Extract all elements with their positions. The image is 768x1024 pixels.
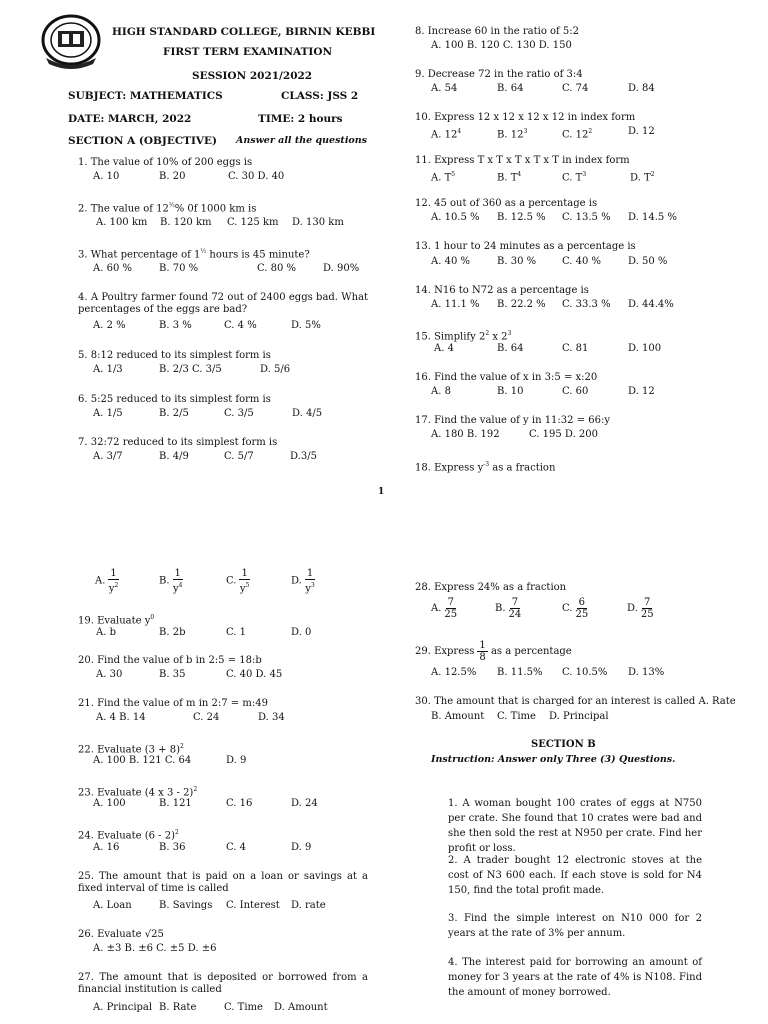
q26-options: A. ±3 B. ±6 C. ±5 D. ±6	[93, 943, 217, 954]
q2-text-b: % 0f 1000 km is	[174, 203, 257, 215]
section-a-title: SECTION A (OBJECTIVE)	[68, 135, 218, 147]
q2-opt-d: D. 130 km	[292, 217, 344, 228]
q3-opt-a: A. 60 %	[93, 263, 132, 274]
q18-exp: -3	[483, 461, 490, 468]
question-3	[78, 246, 310, 261]
q23-opt-c: C. 16	[226, 798, 253, 809]
session: SESSION 2021/2022	[192, 70, 313, 82]
q5-opt-d: D. 5/6	[260, 364, 291, 375]
q29-opt-d: D. 13%	[628, 667, 665, 678]
q21-opt-c: C. 24	[193, 712, 220, 723]
q13-opt-b: B. 30 %	[497, 256, 537, 267]
q6-opt-a: A. 1/5	[93, 408, 123, 419]
q25-opt-d: D. rate	[291, 900, 326, 911]
q14-opt-b: B. 22.2 %	[497, 299, 546, 310]
q27-opt-b: B. Rate	[159, 1002, 197, 1013]
q4-opt-b: B. 3 %	[159, 320, 192, 331]
q20-opt-a: A. 30	[96, 669, 123, 680]
q12-opt-b: B. 12.5 %	[497, 212, 546, 223]
q28-opt-c: C. $\frac{6}{25}$	[562, 597, 589, 620]
class: CLASS: JSS 2	[281, 90, 359, 102]
question-7: 7. 32:72 reduced to its simplest form is	[78, 437, 278, 448]
q13-opt-c: C. 40 %	[562, 256, 602, 267]
question-9: 9. Decrease 72 in the ratio of 3:4	[415, 69, 583, 80]
q12-opt-c: C. 13.5 %	[562, 212, 611, 223]
section-b-title: SECTION B	[531, 739, 596, 750]
section-b-q1: 1. A woman bought 100 crates of eggs at N750 per crate. She found that 10 crates were bad and she then sold the rest at N950 per crate. Find her profit or loss.	[448, 798, 702, 854]
q22-opt-abc: A. 100 B. 121 C. 64	[93, 755, 192, 766]
question-1: 1. The value of 10% of 200 eggs is	[78, 157, 253, 168]
q29-fraction: $\frac{1}{8}$	[479, 640, 486, 663]
q24-opt-a: A. 16	[93, 842, 120, 853]
q15-text-a: 15. Simplify 2	[415, 331, 486, 343]
q29-opt-c: C. 10.5%	[562, 667, 608, 678]
section-a-instruction: Answer all the questions	[236, 135, 368, 146]
q1-opt-a: A. 10	[93, 171, 120, 182]
question-6: 6. 5:25 reduced to its simplest form is	[78, 394, 271, 405]
q23-opt-b: B. 121	[159, 798, 192, 809]
q3-half: ½	[200, 248, 207, 255]
q9-opt-b: B. 64	[497, 83, 524, 94]
q29-text-a: 29. Express	[415, 646, 475, 657]
q30-opt-b: B. Amount	[431, 711, 485, 722]
q16-opt-d: D. 12	[628, 386, 655, 397]
q4-opt-a: A. 2 %	[93, 320, 126, 331]
page-number: 1	[378, 487, 385, 497]
q29-opt-a: A. 12.5%	[431, 667, 477, 678]
question-15	[415, 328, 511, 343]
q19-exp: 0	[150, 614, 155, 621]
q12-opt-a: A. 10.5 %	[431, 212, 480, 223]
question-8: 8. Increase 60 in the ratio of 5:2	[415, 26, 580, 37]
q13-opt-d: D. 50 %	[628, 256, 668, 267]
question-13: 13. 1 hour to 24 minutes as a percentage is	[415, 241, 636, 252]
q16-opt-c: C. 60	[562, 386, 589, 397]
q3-text-a: 3. What percentage of 1	[78, 249, 201, 261]
q10-opt-a: A. $12^4$	[431, 128, 462, 141]
q11-opt-c: C. $T^3$	[562, 171, 587, 184]
section-b-q2: 2. A trader bought 12 electronic stoves at the cost of N3 600 each. If each stove is sold for N4 150, find the total profit made.	[448, 855, 702, 896]
q10-opt-b: B. $12^3$	[497, 128, 528, 141]
q23-text: 23. Evaluate (4 x 3 - 2)	[78, 787, 194, 799]
q14-opt-a: A. 11.1 %	[431, 299, 480, 310]
q14-opt-d: D. 44.4%	[628, 299, 674, 310]
q2-text-a: 2. The value of 12	[78, 203, 169, 215]
q23-opt-d: D. 24	[291, 798, 318, 809]
q12-opt-d: D. 14.5 %	[628, 212, 677, 223]
q5-opt-a: A. 1/3	[93, 364, 123, 375]
question-12: 12. 45 out of 360 as a percentage is	[415, 198, 598, 209]
q20-opt-cd: C. 40 D. 45	[226, 669, 283, 680]
q30-opt-c: C. Time	[497, 711, 536, 722]
q25-opt-b: B. Savings	[159, 900, 213, 911]
q6-opt-b: B. 2/5	[159, 408, 189, 419]
question-27: 27. The amount that is deposited or borrowed from a financial institution is called	[78, 972, 368, 995]
q19-opt-a: A. b	[96, 627, 116, 638]
q10-opt-d: D. 12	[628, 126, 655, 137]
q10-opt-c: C. $12^2$	[562, 128, 593, 141]
q3-opt-d: D. 90%	[323, 263, 360, 274]
q2-half: ½	[168, 202, 175, 209]
q28-opt-d: D. $\frac{7}{25}$	[627, 597, 654, 620]
section-b-q4: 4. The interest paid for borrowing an amount of money for 3 years at the rate of 4% is N108. Find the amount of money borrowed.	[448, 957, 702, 998]
question-19	[78, 612, 154, 627]
q9-opt-d: D. 84	[628, 83, 655, 94]
q4-opt-c: C. 4 %	[224, 320, 257, 331]
q7-opt-b: B. 4/9	[159, 451, 189, 462]
q24-opt-c: C. 4	[226, 842, 247, 853]
q23-exp: 2	[193, 786, 198, 793]
q15-opt-d: D. 100	[628, 343, 662, 354]
q28-opt-a: A. $\frac{7}{25}$	[431, 597, 458, 620]
q23-opt-a: A. 100	[93, 798, 126, 809]
q15-opt-a: A. 4	[434, 343, 454, 354]
question-5: 5. 8:12 reduced to its simplest form is	[78, 350, 271, 361]
q19-opt-c: C. 1	[226, 627, 247, 638]
q21-opt-ab: A. 4 B. 14	[96, 712, 146, 723]
question-21: 21. Find the value of m in 2:7 = m:49	[78, 698, 268, 709]
q8-options: A. 100 B. 120 C. 130 D. 150	[431, 40, 572, 51]
q19-opt-b: B. 2b	[159, 627, 186, 638]
q2-opt-b: B. 120 km	[160, 217, 212, 228]
q9-opt-a: A. 54	[431, 83, 458, 94]
question-28: 28. Express 24% as a fraction	[415, 582, 567, 593]
q3-opt-c: C. 80 %	[257, 263, 297, 274]
q18-text-b: as a fraction	[489, 462, 556, 474]
question-26: 26. Evaluate √25	[78, 929, 164, 940]
q7-opt-d: D.3/5	[290, 451, 317, 462]
time: TIME: 2 hours	[258, 113, 343, 125]
q25-opt-a: A. Loan	[93, 900, 132, 911]
q11-opt-d: D. $T^2$	[630, 171, 655, 184]
q15-opt-c: C. 81	[562, 343, 589, 354]
question-30: 30. The amount that is charged for an interest is called A. Rate	[415, 696, 736, 707]
section-b-instruction: Instruction: Answer only Three (3) Questions.	[431, 754, 676, 765]
question-25: 25. The amount that is paid on a loan or savings at a fixed interval of time is called	[78, 871, 368, 894]
question-2	[78, 200, 256, 215]
q24-text: 24. Evaluate (6 - 2)	[78, 830, 175, 842]
q3-text-b: hours is 45 minute?	[206, 249, 310, 261]
q6-opt-c: C. 3/5	[224, 408, 254, 419]
question-10: 10. Express 12 x 12 x 12 x 12 in index form	[415, 112, 636, 123]
q18-opt-a: A. $\frac{1}{y^2}$	[95, 568, 119, 595]
question-16: 16. Find the value of x in 3:5 = x:20	[415, 372, 598, 383]
q27-opt-d: D. Amount	[274, 1002, 328, 1013]
exam-title: FIRST TERM EXAMINATION	[163, 46, 333, 58]
q24-opt-d: D. 9	[291, 842, 312, 853]
q5-opt-b: B. 2/3 C. 3/5	[159, 364, 222, 375]
question-14: 14. N16 to N72 as a percentage is	[415, 285, 589, 296]
q18-text-a: 18. Express y	[415, 462, 484, 474]
question-29	[415, 640, 572, 663]
q15-opt-b: B. 64	[497, 343, 524, 354]
question-4: 4. A Poultry farmer found 72 out of 2400 eggs bad. What percentages of the eggs are bad?	[78, 292, 368, 315]
q18-opt-b: B. $\frac{1}{y^4}$	[159, 568, 183, 595]
q4-opt-d: D. 5%	[291, 320, 321, 331]
q25-opt-c: C. Interest	[226, 900, 280, 911]
q2-opt-a: A. 100 km	[96, 217, 148, 228]
q21-opt-d: D. 34	[258, 712, 285, 723]
q3-opt-b: B. 70 %	[159, 263, 199, 274]
q24-exp: 2	[174, 829, 179, 836]
q11-opt-a: A. $T^5$	[431, 171, 456, 184]
question-17: 17. Find the value of y in 11:32 = 66:y	[415, 415, 610, 426]
q22-opt-d: D. 9	[226, 755, 247, 766]
q9-opt-c: C. 74	[562, 83, 589, 94]
q2-opt-c: C. 125 km	[227, 217, 279, 228]
q18-opt-c: C. $\frac{1}{y^5}$	[226, 568, 250, 595]
q17-opt-ab: A. 180 B. 192	[431, 429, 500, 440]
q18-opt-d: D. $\frac{1}{y^3}$	[291, 568, 315, 595]
q19-text: 19. Evaluate y	[78, 615, 151, 627]
q16-opt-a: A. 8	[431, 386, 451, 397]
question-18	[415, 459, 555, 474]
college-name: HIGH STANDARD COLLEGE, BIRNIN KEBBI	[112, 26, 376, 38]
q29-text-b: as a percentage	[490, 646, 572, 657]
subject: SUBJECT: MATHEMATICS	[68, 90, 223, 102]
q7-opt-c: C. 5/7	[224, 451, 254, 462]
q15-exp2: 3	[507, 330, 512, 337]
q20-opt-b: B. 35	[159, 669, 186, 680]
q1-opt-c: C. 30 D. 40	[228, 171, 285, 182]
q28-opt-b: B. $\frac{7}{24}$	[495, 597, 522, 620]
question-20: 20. Find the value of b in 2:5 = 18:b	[78, 655, 262, 666]
question-11: 11. Express T x T x T x T x T in index form	[415, 155, 630, 166]
q13-opt-a: A. 40 %	[431, 256, 470, 267]
q29-opt-b: B. 11.5%	[497, 667, 543, 678]
q30-opt-d: D. Principal	[549, 711, 609, 722]
section-b-q3: 3. Find the simple interest on N10 000 for 2 years at the rate of 3% per annum.	[448, 913, 702, 939]
q27-opt-c: C. Time	[224, 1002, 263, 1013]
q7-opt-a: A. 3/7	[93, 451, 123, 462]
college-logo	[38, 14, 104, 70]
q27-opt-a: A. Principal	[93, 1002, 153, 1013]
q14-opt-c: C. 33.3 %	[562, 299, 611, 310]
q1-opt-b: B. 20	[159, 171, 186, 182]
q24-opt-b: B. 36	[159, 842, 186, 853]
q22-exp: 2	[179, 743, 184, 750]
q6-opt-d: D. 4/5	[292, 408, 323, 419]
q11-opt-b: B. $T^4$	[497, 171, 522, 184]
date: DATE: MARCH, 2022	[68, 113, 192, 125]
q15-text-b: x 2	[489, 331, 508, 343]
q22-text: 22. Evaluate (3 + 8)	[78, 744, 180, 756]
q15-exp1: 2	[485, 330, 490, 337]
q17-opt-cd: C. 195 D. 200	[529, 429, 599, 440]
q19-opt-d: D. 0	[291, 627, 312, 638]
question-24	[78, 827, 179, 842]
q16-opt-b: B. 10	[497, 386, 524, 397]
